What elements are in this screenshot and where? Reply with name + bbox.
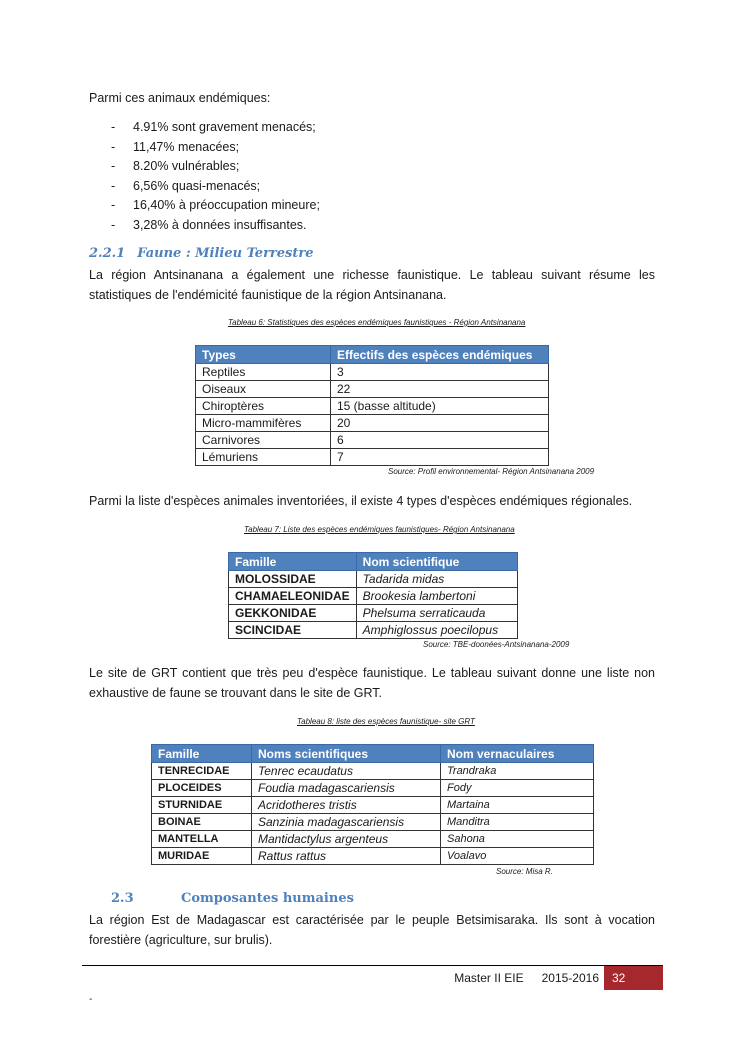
threat-status-list: [89, 118, 320, 235]
table-row: MOLOSSIDAE Tadarida midas: [229, 571, 518, 588]
footer-divider: [82, 965, 663, 966]
table7-header: Famille: [229, 553, 357, 571]
table6-header: Effectifs des espèces endémiques: [331, 346, 549, 364]
table8-caption: Tableau 8: liste des espèces faunistique- site GRT: [297, 717, 475, 726]
list-item: - 16,40% à préoccupation mineure;: [111, 198, 320, 212]
table-row: MANTELLA Mantidactylus argenteus Sahona: [152, 831, 594, 848]
table8-grt-species: [151, 744, 594, 865]
table-row: PLOCEIDES Foudia madagascariensis Fody: [152, 780, 594, 797]
table-row: Reptiles 3: [196, 364, 549, 381]
paragraph-faune-intro: La région Antsinanana a également une richesse faunistique. Le tableau suivant résume les statistiques de l'endémicité faunistique de la région Antsinanana.: [89, 268, 655, 302]
table-row: GEKKONIDAE Phelsuma serraticauda: [229, 605, 518, 622]
list-item: - 4.91% sont gravement menacés;: [111, 120, 316, 134]
table-row: MURIDAE Rattus rattus Voalavo: [152, 848, 594, 865]
list-item: - 11,47% menacées;: [111, 139, 240, 154]
section-heading-2-2-1: 2.2.1 Faune : Milieu Terrestre: [89, 246, 314, 261]
table-row: CHAMAELEONIDAE Brookesia lambertoni: [229, 588, 518, 605]
list-item: - 3,28% à données insuffisantes.: [111, 217, 307, 232]
footer-years: 2015-2016: [541, 971, 599, 985]
section-heading-2-3: 2.3 Composantes humaines: [111, 891, 354, 906]
intro-text: Parmi ces animaux endémiques:: [89, 91, 271, 105]
table6-caption: Tableau 6: Statistiques des espèces endémiques faunistiques - Région Antsinanana: [228, 318, 526, 327]
table-row: BOINAE Sanzinia madagascariensis Manditra: [152, 814, 594, 831]
page-number: 32: [604, 966, 663, 990]
paragraph-human-components: La région Est de Madagascar est caractérisée par le peuple Betsimisaraka. Ils sont à vocation forestière (agriculture, sur brulis).: [89, 913, 655, 947]
table6-header: Types: [196, 346, 331, 364]
table8-header: Noms scientifiques: [252, 745, 441, 763]
table-row: TENRECIDAE Tenrec ecaudatus Trandraka: [152, 763, 594, 780]
table8-header: Famille: [152, 745, 252, 763]
table7-caption: Tableau 7: Liste des espèces endémiques faunistiques- Région Antsinanana: [244, 525, 515, 534]
table-row: Micro-mammifères 20: [196, 415, 549, 432]
list-item: - 8.20% vulnérables;: [111, 159, 240, 173]
table-row: Lémuriens 7: [196, 449, 549, 466]
paragraph-grt-site: Le site de GRT contient que très peu d'espèce faunistique. Le tableau suivant donne une liste non exhaustive de faune se trouvant dans le site de GRT.: [89, 666, 655, 700]
list-item: - 6,56% quasi-menacés;: [111, 178, 261, 193]
table-row: STURNIDAE Acridotheres tristis Martaina: [152, 797, 594, 814]
table8-header: Nom vernaculaires: [441, 745, 594, 763]
table-row: Carnivores 6: [196, 432, 549, 449]
footer-label: [82, 968, 599, 988]
table-row: Oiseaux 22: [196, 381, 549, 398]
table7-header: Nom scientifique: [356, 553, 517, 571]
table7-source: Source: TBE-doonées-Antsinanana-2009: [423, 640, 570, 649]
table7-endemic-species: [228, 552, 518, 639]
bottom-dash: -: [89, 994, 93, 1005]
table6-source: Source: Profil environnemental- Région Antsinanana 2009: [388, 467, 595, 476]
table-row: Chiroptères 15 (basse altitude): [196, 398, 549, 415]
table8-source: Source: Misa R.: [496, 867, 553, 876]
table-row: SCINCIDAE Amphiglossus poecilopus: [229, 622, 518, 639]
paragraph-endemic-types: Parmi la liste d'espèces animales inventoriées, il existe 4 types d'espèces endémiques régionales.: [89, 494, 633, 508]
footer-program: Master II EIE: [454, 971, 524, 985]
table6-endemic-statistics: [195, 345, 549, 466]
